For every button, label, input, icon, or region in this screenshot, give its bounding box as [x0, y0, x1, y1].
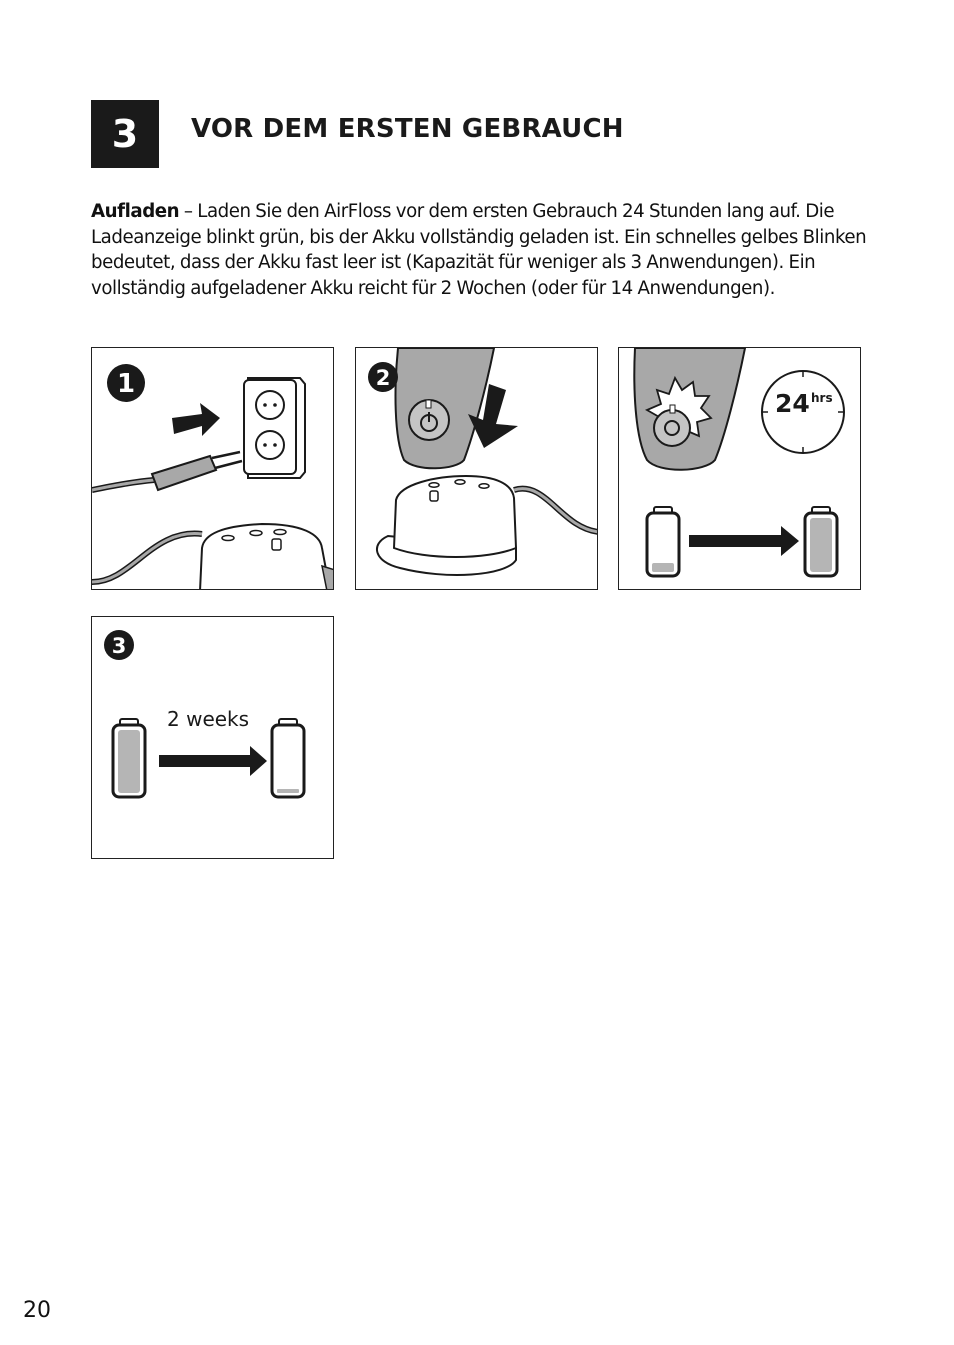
step-number-3: 3	[111, 634, 127, 658]
illustration-plug-in	[91, 347, 334, 590]
arrow-right-icon	[689, 526, 799, 556]
illustration-place-on-charger	[355, 347, 598, 590]
intro-lead: Aufladen	[91, 201, 180, 222]
page-number: 20	[23, 1298, 51, 1323]
section-title: VOR DEM ERSTEN GEBRAUCH	[191, 114, 624, 144]
illustration-two-weeks	[91, 616, 334, 859]
step-number-2: 2	[375, 366, 391, 390]
intro-paragraph	[91, 199, 881, 302]
place-on-charger-drawing	[356, 348, 598, 590]
battery-full-icon	[113, 719, 145, 797]
two-weeks-drawing	[92, 617, 334, 859]
battery-empty-icon	[647, 507, 679, 576]
arrow-right-icon	[172, 403, 220, 436]
power-button-icon	[409, 400, 449, 440]
illustration-charge-24h	[618, 347, 861, 590]
timer-value: 24	[775, 389, 810, 418]
wall-socket-icon	[244, 378, 305, 478]
charge-24h-drawing	[619, 348, 861, 590]
section-number-badge: 3	[91, 100, 159, 168]
duration-caption: 2 weeks	[167, 707, 250, 731]
plug-in-drawing	[92, 348, 334, 590]
power-plug-icon	[92, 452, 242, 490]
step-number-1: 1	[116, 369, 136, 399]
timer-unit: hrs	[811, 391, 833, 405]
charger-base-icon	[200, 524, 334, 590]
intro-body: – Laden Sie den AirFloss vor dem ersten Gebrauch 24 Stunden lang auf. Die Ladeanzeige blinkt grün, bis der Akku vollständig geladen ist. Ein schnelles gelbes Blinken bedeutet, dass der Akku fast leer ist (Kapazität für weniger als 3 Anwendungen). Ein vollständig aufgeladener Akku reicht für 2 Wochen (oder für 14 Anwendungen).	[91, 201, 867, 300]
charger-base-icon	[377, 476, 516, 575]
arrow-right-icon	[159, 746, 267, 776]
battery-full-icon	[805, 507, 837, 576]
battery-empty-icon	[272, 719, 304, 797]
